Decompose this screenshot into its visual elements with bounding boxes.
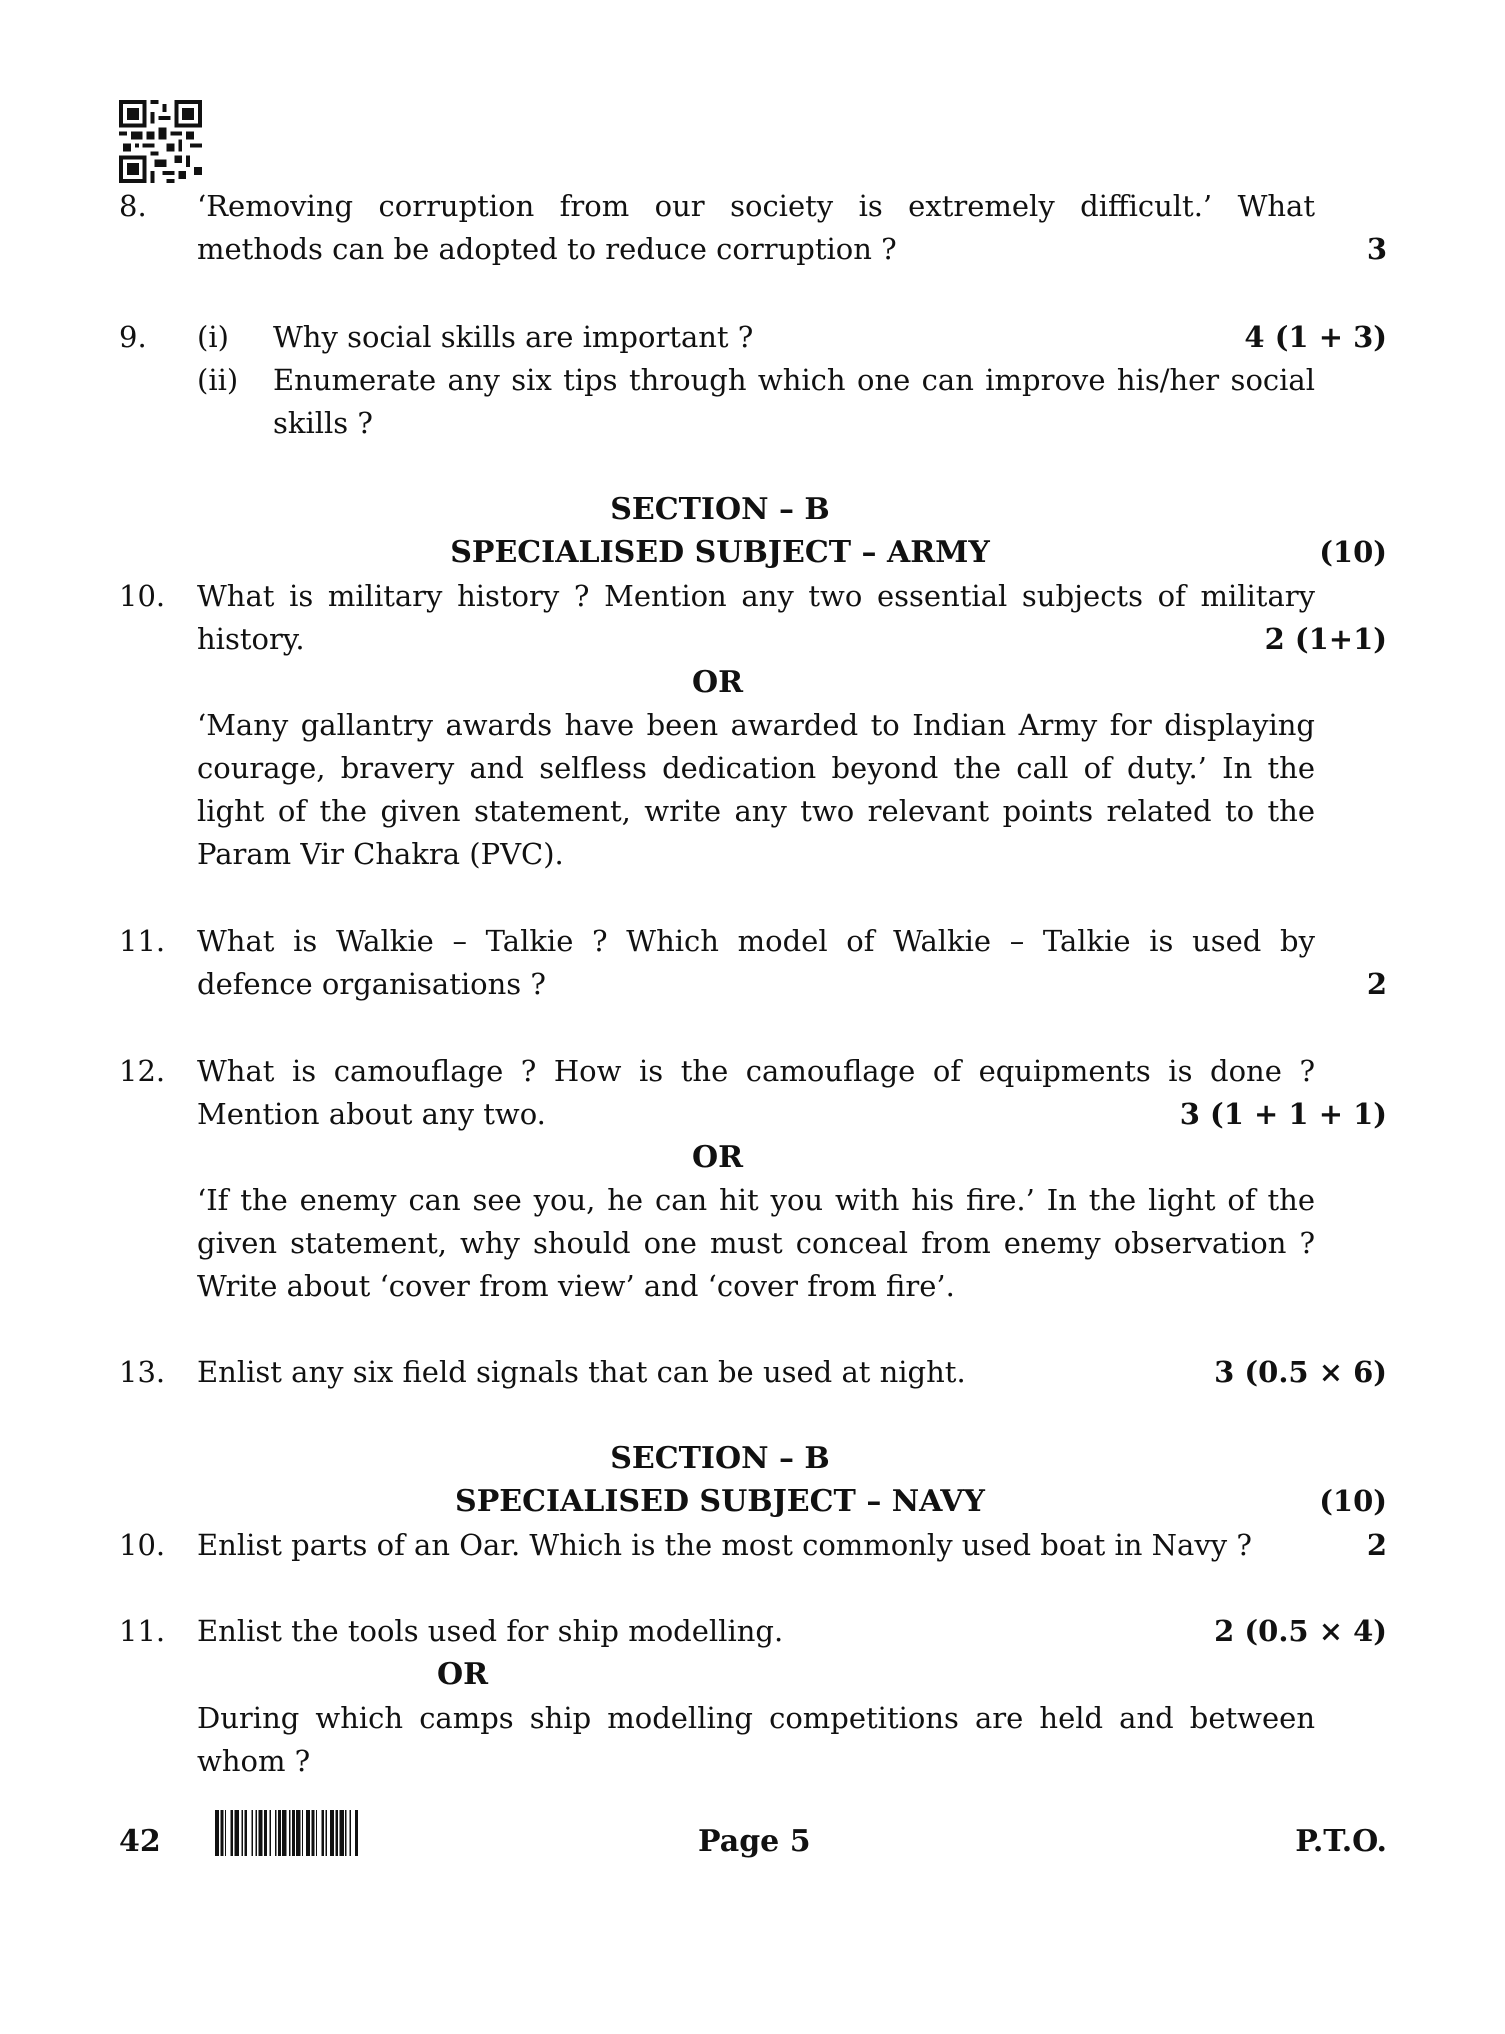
- question-9-part-2-line-2: skills ?: [273, 406, 373, 440]
- army-question-12-number: 12.: [119, 1054, 166, 1088]
- army-question-12-alt-line-3: Write about ‘cover from view’ and ‘cover from fire’.: [197, 1269, 955, 1303]
- navy-question-11-text: Enlist the tools used for ship modelling.: [197, 1614, 784, 1648]
- army-question-11-line-1: What is Walkie – Talkie ? Which model of Walkie – Talkie is used by: [197, 924, 1315, 958]
- army-question-11-line-2: defence organisations ?: [197, 967, 546, 1001]
- army-question-13-marks: 3 (0.5 × 6): [1214, 1355, 1387, 1389]
- army-question-12-or: OR: [692, 1140, 744, 1175]
- navy-question-11-marks: 2 (0.5 × 4): [1214, 1614, 1387, 1648]
- navy-question-10-number: 10.: [119, 1528, 166, 1562]
- army-question-13-text: Enlist any six field signals that can be used at night.: [197, 1355, 966, 1389]
- army-question-10-or: OR: [692, 665, 744, 700]
- army-question-10-alt-line-2: courage, bravery and selfless dedication beyond the call of duty.’ In the: [197, 751, 1315, 785]
- question-9-part-1-text: Why social skills are important ?: [273, 320, 754, 354]
- army-question-10-alt-line-1: ‘Many gallantry awards have been awarded to Indian Army for displaying: [197, 708, 1315, 742]
- army-subject-heading: SPECIALISED SUBJECT – ARMY: [450, 535, 990, 570]
- army-question-12-line-2: Mention about any two.: [197, 1097, 546, 1131]
- army-question-10-alt-line-4: Param Vir Chakra (PVC).: [197, 837, 564, 871]
- navy-total-marks: (10): [1319, 1484, 1387, 1518]
- navy-subject-heading: SPECIALISED SUBJECT – NAVY: [455, 1484, 985, 1519]
- footer-code: 42: [119, 1824, 161, 1859]
- navy-question-10-marks: 2: [1366, 1528, 1387, 1562]
- army-question-13-number: 13.: [119, 1355, 166, 1389]
- navy-section-heading: SECTION – B: [610, 1441, 830, 1476]
- question-9-part-1-label: (i): [197, 320, 229, 354]
- army-question-12-marks: 3 (1 + 1 + 1): [1179, 1097, 1387, 1131]
- army-section-heading: SECTION – B: [610, 492, 830, 527]
- army-question-12-alt-line-2: given statement, why should one must conceal from enemy observation ?: [197, 1226, 1315, 1260]
- question-9-part-2-line-1: Enumerate any six tips through which one can improve his/her social: [273, 363, 1315, 397]
- army-question-11-number: 11.: [119, 924, 166, 958]
- qr-code: [119, 100, 202, 183]
- army-question-10-number: 10.: [119, 579, 166, 613]
- navy-question-11-alt-line-1: During which camps ship modelling competitions are held and between: [197, 1701, 1315, 1735]
- army-question-12-alt-line-1: ‘If the enemy can see you, he can hit you with his fire.’ In the light of the: [197, 1183, 1315, 1217]
- question-8-marks: 3: [1366, 232, 1387, 266]
- army-question-10-marks: 2 (1+1): [1264, 622, 1387, 656]
- army-question-10-line-2: history.: [197, 622, 305, 656]
- barcode: [215, 1810, 468, 1856]
- question-8-number: 8.: [119, 189, 147, 223]
- footer-page-number: Page 5: [698, 1824, 811, 1859]
- navy-question-11-alt-line-2: whom ?: [197, 1744, 311, 1778]
- question-8-line-1: ‘Removing corruption from our society is extremely difficult.’ What: [197, 189, 1315, 223]
- question-9-marks: 4 (1 + 3): [1244, 320, 1387, 354]
- army-question-10-alt-line-3: light of the given statement, write any two relevant points related to the: [197, 794, 1315, 828]
- question-8-line-2: methods can be adopted to reduce corruption ?: [197, 232, 897, 266]
- question-9-part-2-label: (ii): [197, 363, 239, 397]
- footer-pto: P.T.O.: [1295, 1824, 1387, 1859]
- question-9-number: 9.: [119, 320, 147, 354]
- army-total-marks: (10): [1319, 535, 1387, 569]
- army-question-12-line-1: What is camouflage ? How is the camouflage of equipments is done ?: [197, 1054, 1315, 1088]
- navy-question-11-or: OR: [437, 1657, 489, 1692]
- army-question-11-marks: 2: [1366, 967, 1387, 1001]
- navy-question-10-text: Enlist parts of an Oar. Which is the most commonly used boat in Navy ?: [197, 1528, 1252, 1562]
- army-question-10-line-1: What is military history ? Mention any two essential subjects of military: [197, 579, 1315, 613]
- navy-question-11-number: 11.: [119, 1614, 166, 1648]
